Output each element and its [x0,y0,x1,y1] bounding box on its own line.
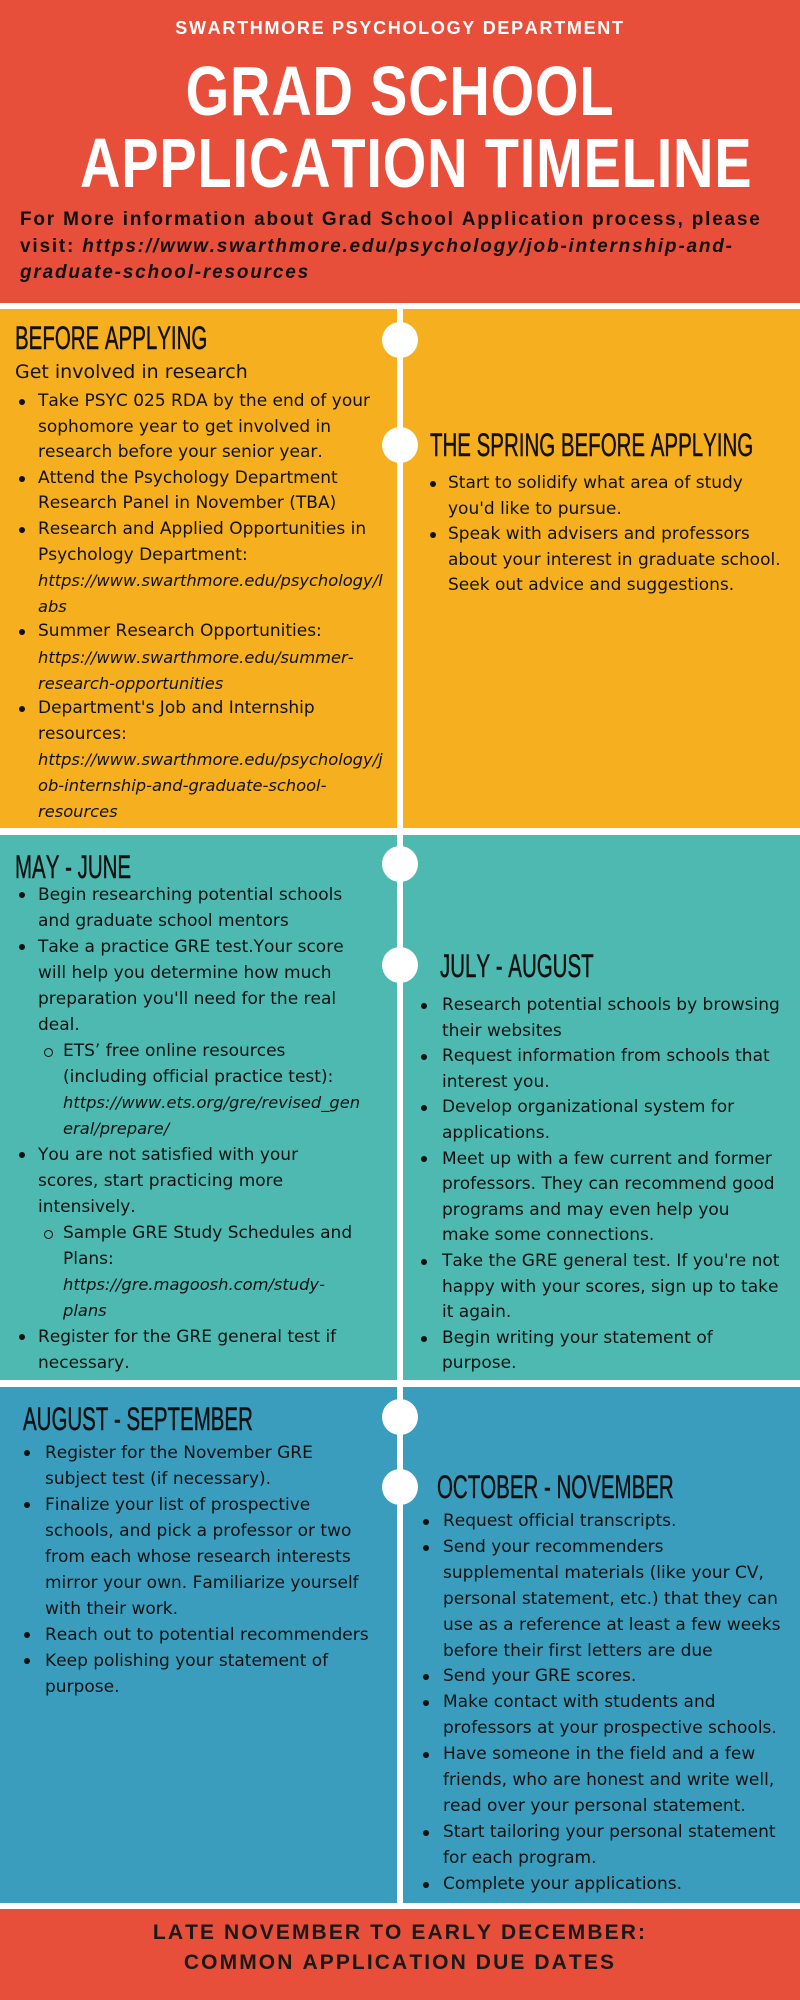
item-text: Begin writing your statement of purpose. [442,1327,713,1374]
timeline-node-icon [382,947,418,983]
timeline-node-icon [382,1469,418,1505]
item-text: Start tailoring your personal statement for each program. [443,1821,776,1868]
item-text: Make contact with students and professors at your prospective schools. [443,1692,777,1739]
list-item [443,1742,783,1820]
list-item [38,1324,358,1376]
header-banner [0,0,800,303]
item-text: Register for the GRE general test if necessary. [38,1327,337,1373]
heading-may-june: MAY - JUNE [15,849,132,885]
footer-due-dates: COMMON APPLICATION DUE DATES [183,1951,617,1974]
item-text: Complete your applications. [443,1873,682,1894]
heading-before-applying: BEFORE APPLYING [15,320,208,356]
heading-spring-before-applying: THE SPRING BEFORE APPLYING [430,427,754,463]
item-text: Department's Job and Internship resources: [38,698,315,744]
item-text: Take PSYC 025 RDA by the end of your sophomore year to get involved in research before your senior year. [38,391,370,463]
item-text: Request information from schools that interest you. [442,1046,770,1092]
sub-list [63,1220,364,1324]
item-text: Summer Research Opportunities: [38,621,322,642]
timeline-line [397,303,403,1909]
list-item [45,1440,370,1492]
list-item [442,1147,782,1249]
item-text: Begin researching potential schools and graduate school mentors [38,885,343,931]
before-applying-list [38,389,386,824]
list-item [442,1095,782,1146]
item-text: Keep polishing your statement of purpose. [45,1651,329,1697]
item-text: Meet up with a few current and former professors. They can recommend good programs and may even help you make some connections. [442,1148,775,1246]
page-title-line-2: APPLICATION TIMELINE [80,124,753,202]
job-internship-link[interactable]: https://www.swarthmore.edu/psychology/job-internship-and-graduate-school-resources [38,750,383,821]
footer-deadline-window: LATE NOVEMBER TO EARLY DECEMBER: [152,1921,648,1944]
sub-list [63,1038,364,1142]
list-item [443,1509,783,1535]
item-text: Take a practice GRE test.Your score will help you determine how much preparation you'll need for the real deal. [38,937,344,1035]
item-text: You are not satisfied with your scores, start practicing more intensively. [38,1145,299,1217]
item-text: Research and Applied Opportunities in Psychology Department: [38,518,367,565]
item-text: Finalize your list of prospective schools, and pick a professor or two from each whose research interests mirror your own. Familiarize yourself with their work. [45,1495,359,1619]
sub-list-item [63,1038,364,1142]
list-item [442,1249,782,1326]
list-item [38,696,386,824]
may-june-list [38,882,361,1376]
list-item [448,471,790,522]
sub-list-item [63,1220,364,1324]
heading-october-november: OCTOBER - NOVEMBER [437,1469,674,1505]
list-item [442,993,782,1044]
list-item [448,522,790,599]
item-text: Register for the November GRE subject test (if necessary). [45,1443,313,1489]
item-text: Speak with advisers and professors about your interest in graduate school. Seek out advice and suggestions. [448,524,781,596]
heading-august-september: AUGUST - SEPTEMBER [23,1401,253,1437]
list-item [38,1142,358,1324]
item-text: ETS’ free online resources (including official practice test): [63,1041,334,1087]
list-item [38,934,361,1142]
list-item [442,1326,782,1377]
item-text: Request official transcripts. [443,1511,677,1531]
item-text: Take the GRE general test. If you're not happy with your scores, sign up to take it again. [442,1250,780,1323]
spring-list [448,471,790,599]
summer-research-link[interactable]: https://www.swarthmore.edu/summer-research-opportunities [38,647,354,693]
ets-prepare-link[interactable]: https://www.ets.org/gre/revised_general/prepare/ [63,1093,361,1138]
more-info-label: For More information about Grad School Application process, please visit: [20,209,762,257]
labs-link[interactable]: https://www.swarthmore.edu/psychology/labs [38,571,383,616]
item-text: Send your recommenders supplemental materials (like your CV, personal statement, etc.) that they can use as a reference at least a few weeks before their first letters are due [443,1536,781,1661]
more-info-text [20,207,785,287]
list-item [443,1690,783,1742]
list-item [45,1622,370,1648]
item-text: Have someone in the field and a few friends, who are honest and write well, read over your personal statement. [443,1744,775,1816]
list-item [443,1872,783,1898]
list-item [38,619,386,696]
list-item [45,1648,370,1700]
list-item [38,389,386,466]
department-name: SWARTHMORE PSYCHOLOGY DEPARTMENT [175,18,625,38]
list-item [38,466,386,517]
list-item [443,1820,783,1872]
list-item [38,882,358,934]
page-title-line-1: GRAD SCHOOL [185,52,615,130]
subheading-get-involved: Get involved in research [15,361,248,383]
list-item [443,1535,783,1665]
item-text: Research potential schools by browsing their websites [442,995,780,1041]
magoosh-study-plans-link[interactable]: https://gre.magoosh.com/study-plans [63,1275,325,1320]
july-august-list [442,993,782,1377]
heading-july-august: JULY - AUGUST [440,948,594,984]
list-item [443,1664,783,1690]
october-november-list [443,1509,783,1898]
timeline-node-icon [382,322,418,358]
timeline-node-icon [382,427,418,463]
list-item [38,517,386,619]
item-text: Sample GRE Study Schedules and Plans: [63,1223,353,1269]
august-september-list [45,1440,370,1700]
item-text: Reach out to potential recommenders [45,1625,369,1645]
timeline-node-icon [382,846,418,882]
list-item [442,1044,782,1095]
list-item [45,1492,370,1622]
item-text: Start to solidify what area of study you'd like to pursue. [448,473,743,519]
footer-banner [0,1909,800,2000]
item-text: Send your GRE scores. [443,1666,637,1687]
timeline-node-icon [382,1399,418,1435]
more-info-link[interactable]: https://www.swarthmore.edu/psychology/job-internship-and-graduate-school-resources [20,235,734,283]
item-text: Develop organizational system for applications. [442,1097,735,1143]
item-text: Attend the Psychology Department Research Panel in November (TBA) [38,467,338,514]
